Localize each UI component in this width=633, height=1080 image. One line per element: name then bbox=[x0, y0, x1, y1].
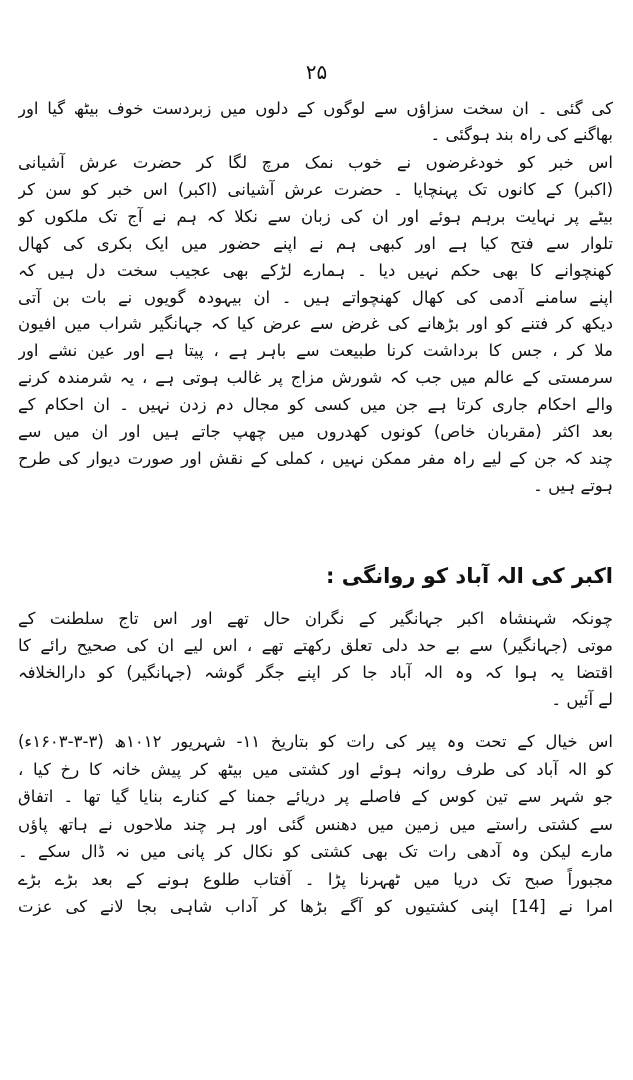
text-line: والے احکام جاری کرتا ہے جن میں کسی کو مجال دم زدن نہیں ۔ ان احکام کے bbox=[18, 395, 613, 415]
text-line: مارے لیکن وہ آدھی رات تک بھی کشتی کو نکال کر پانی میں نہ ڈال سکے ۔ bbox=[18, 842, 613, 861]
text-line: مجبوراً صبح تک دریا میں ٹھہرنا پڑا ۔ آفتاب طلوع ہونے کے بعد بڑے بڑے bbox=[18, 869, 613, 889]
text-line: اپنے سامنے آدمی کی کھال کھنچواتے ہیں ۔ ان بیہودہ گویوں نے بات بن آتی bbox=[18, 287, 613, 307]
text-line: اس خیال کے تحت وہ پیر کی رات کو بتاریخ ۱۱- شہریور ۱۰۱۲ھ (۳-۳-۱۶۰۳ء) bbox=[18, 732, 613, 751]
text-line: اس خبر کو خودغرضوں نے خوب نمک مرچ لگا کر حضرت عرش آشیانی bbox=[18, 153, 613, 172]
text-line: دیکھ کر فتنے کو اور بڑھانے کی غرض سے عرض کیا کہ جہانگیر شراب میں افیون bbox=[18, 314, 613, 334]
text-line: تلوار سے فتح کیا ہے اور کبھی ہم نے اپنے حضور میں ایک بکری کی کھال bbox=[18, 233, 613, 253]
text-line: ملا کر ، جس کا برداشت کرنا طبیعت سے باہر ہے ، پیتا ہے اور عین نشے اور bbox=[18, 341, 613, 361]
text-line: اقتضا یہ ہوا کہ وہ الہ آباد جا کر اپنے جگر گوشہ (جہانگیر) کو دارالخلافہ bbox=[18, 663, 613, 682]
text-line: (اکبر) کے کانوں تک پہنچایا ۔ حضرت عرش آشیانی (اکبر) اس خبر کو سن کر bbox=[18, 179, 613, 199]
text-line: بعد اکثر (مقربان خاص) کونوں کھدروں میں چھپ جاتے ہیں اور ان میں سے bbox=[18, 422, 613, 442]
text-line: جو شہر سے تین کوس کے فاصلے پر دریائے جمنا کے کنارے بنایا گیا تھا ۔ اتفاق bbox=[18, 787, 613, 806]
paragraph-3 bbox=[18, 605, 613, 713]
text-line: سے کشتی راستے میں زمین میں دھنس گئی اور ہر چند ملاحوں نے ہاتھ پاؤں bbox=[18, 814, 613, 834]
paragraph-1 bbox=[18, 96, 613, 148]
paragraph-2 bbox=[18, 150, 613, 500]
text-line: کو الہ آباد کی طرف روانہ ہوئے اور کشتی میں بیٹھ کر پیش خانہ کا رخ کیا ، bbox=[18, 759, 613, 779]
text-line: ہوتے ہیں ۔ bbox=[533, 475, 613, 495]
text-line: بیٹے پر نہایت برہم ہوئے اور ان کی زبان سے نکلا کہ ہم نے آج تک ملکوں کو bbox=[18, 206, 613, 226]
text-line: چند کہ جن کے لیے راہ مفر ممکن نہیں ، کملی کے نقش اور صورت دیوار کی طرح bbox=[18, 448, 613, 468]
text-line: سرمستی کے عالم میں جب کہ شورش مزاج پر غالب ہوتی ہے ، یہ شرمندہ کرنے bbox=[18, 368, 613, 388]
section-heading: اکبر کی الہ آباد کو روانگی : bbox=[326, 564, 613, 588]
text-line: امرا نے [14] اپنی کشتیوں کو آگے بڑھا کر آداب شاہی بجا لانے کی عزت bbox=[18, 897, 613, 916]
text-line: لے آئیں ۔ bbox=[551, 690, 613, 709]
text-line: چونکہ شہنشاہ اکبر جہانگیر کے نگران حال تھے اور اس تاج سلطنت کے bbox=[18, 609, 613, 628]
text-line: کھنچوانے کا بھی حکم نہیں دیا ۔ ہمارے لڑکے بھی عجیب سخت دل ہیں کہ bbox=[18, 260, 613, 280]
page-number: ۲۵ bbox=[305, 60, 328, 84]
text-line: بھاگنے کی راہ بند ہوگئی ۔ bbox=[430, 125, 613, 144]
paragraph-4 bbox=[18, 728, 613, 921]
text-line: موتی (جہانگیر) سے بے حد دلی تعلق رکھتے تھے ، اس لیے ان کی صحیح رائے کا bbox=[18, 636, 613, 655]
text-line: کی گئی ۔ ان سخت سزاؤں سے لوگوں کے دلوں میں زبردست خوف بیٹھ گیا اور bbox=[18, 99, 613, 118]
